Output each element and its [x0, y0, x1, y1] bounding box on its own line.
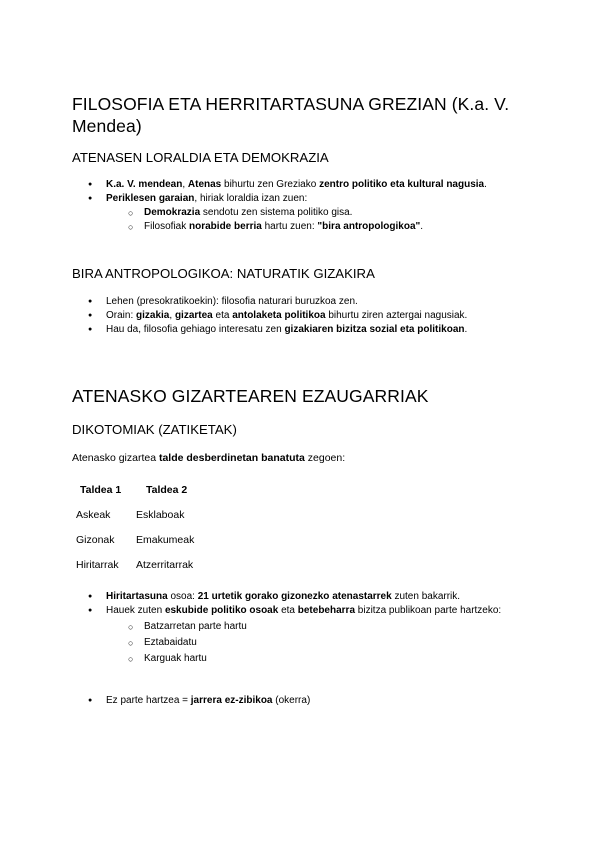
bullet-list-ez-parte [72, 694, 502, 708]
list-item: ● Lehen (presokratikoekin): filosofia naturari buruzkoa zen. [72, 295, 542, 309]
bullet-list-loraldia [72, 178, 532, 234]
section-heading-bira-antropologikoa: BIRA ANTROPOLOGIKOA: NATURATIK GIZAKIRA [72, 266, 375, 281]
list-item: ● Orain: gizakia, gizartea eta antolaketa politikoa bihurtu ziren aztergai nagusiak. [72, 309, 542, 323]
bullet-list-bira [72, 295, 542, 337]
list-item: ● Hauek zuten eskubide politiko osoak eta betebeharra bizitza publikoan parte hartzeko: [72, 604, 502, 618]
list-item: ● K.a. V. mendean, Atenas bihurtu zen Greziako zentro politiko eta kultural nagusia. [72, 178, 532, 192]
table-cell: Askeak [76, 509, 111, 521]
table-cell: Atzerritarrak [136, 559, 194, 571]
sub-list-item: ○ Eztabaidatu [72, 636, 502, 650]
table-cell: Hiritarrak [76, 559, 119, 571]
list-item: ● Hiritartasuna osoa: 21 urtetik gorako gizonezko atenastarrek zuten bakarrik. [72, 590, 502, 604]
main-title: FILOSOFIA ETA HERRITARTASUNA GREZIAN (K.a. V. Mendea) [72, 94, 510, 136]
sub-list-item: ○ Karguak hartu [72, 652, 502, 666]
section-heading-dikotomiak: DIKOTOMIAK (ZATIKETAK) [72, 422, 237, 437]
section-heading-atenasen-loraldia: ATENASEN LORALDIA ETA DEMOKRAZIA [72, 150, 329, 165]
list-item: ● Ez parte hartzea = jarrera ez-zibikoa (okerra) [72, 694, 502, 708]
section-title-gizartea: ATENASKO GIZARTEAREN EZAUGARRIAK [72, 386, 429, 406]
table-header: Taldea 2 [146, 484, 188, 496]
sub-list-item: ○ Batzarretan parte hartu [72, 620, 502, 634]
bullet-list-hiritartasuna [72, 590, 502, 666]
table-cell: Esklaboak [136, 509, 185, 521]
table-cell: Emakumeak [136, 534, 195, 546]
intro-paragraph: Atenasko gizartea talde desberdinetan banatuta zegoen: [72, 452, 346, 464]
sub-list-item: ○ Filosofiak norabide berria hartu zuen: "bira antropologikoa". [72, 220, 532, 234]
table-header: Taldea 1 [80, 484, 122, 496]
list-item: ● Periklesen garaian, hiriak loraldia izan zuen: [72, 192, 532, 206]
sub-list-item: ○ Demokrazia sendotu zen sistema politiko gisa. [72, 206, 532, 220]
table-cell: Gizonak [76, 534, 115, 546]
list-item: ● Hau da, filosofia gehiago interesatu zen gizakiaren bizitza sozial eta politikoan. [72, 323, 542, 337]
